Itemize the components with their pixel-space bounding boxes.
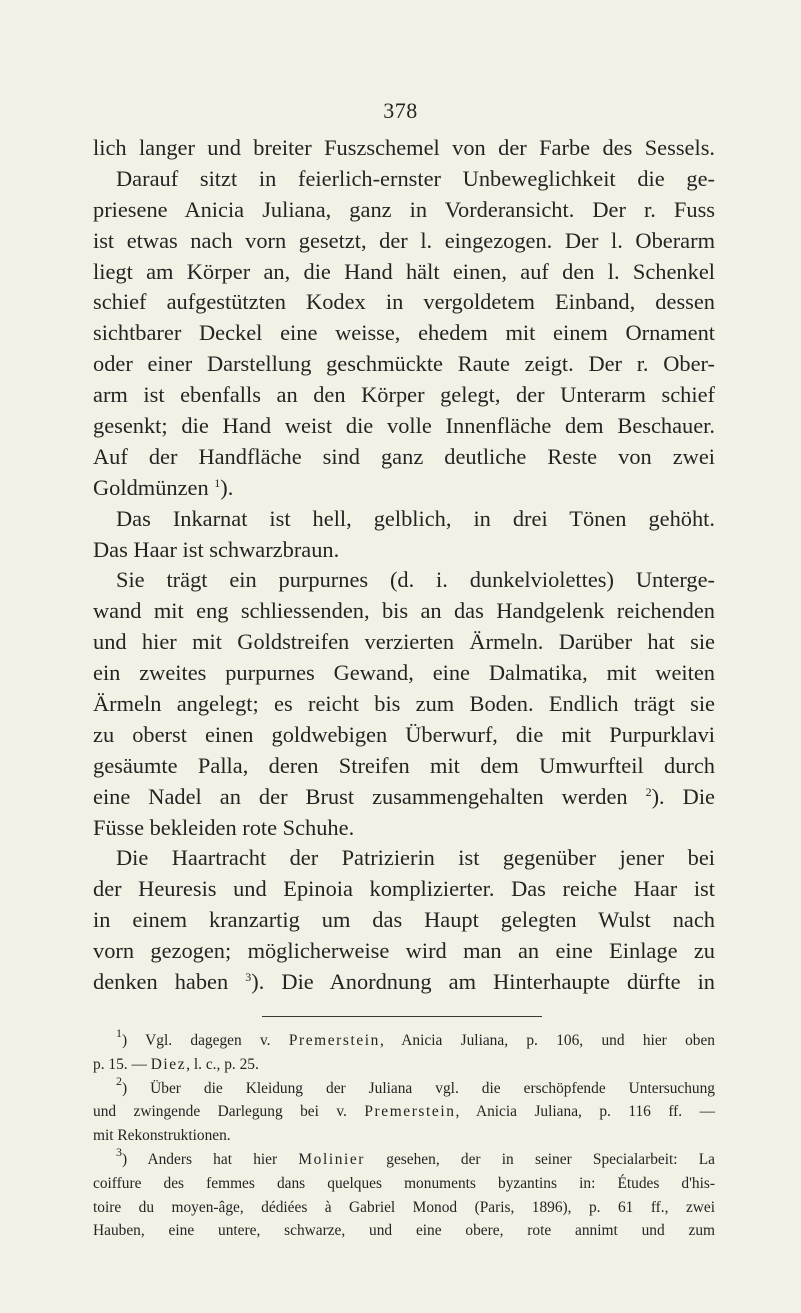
- footnote-marker: 3: [116, 1144, 122, 1159]
- footnote-ref: 3: [245, 970, 252, 985]
- text-line: und hier mit Goldstreifen verzierten Ärmeln. Darüber hat sie: [93, 629, 715, 655]
- footnote-marker: 1: [116, 1026, 122, 1040]
- author-name: Diez: [150, 1055, 187, 1073]
- footnote-ref: 1: [214, 475, 221, 490]
- body-text: [93, 133, 715, 998]
- footnote-divider: [262, 1016, 542, 1017]
- footnote-line: $^1$) Vgl. dagegen v. Premerstein, Anicia Juliana, p. 106, und hier oben: [116, 1026, 715, 1049]
- footnote-marker: 2: [116, 1073, 122, 1088]
- text-line: sichtbarer Deckel eine weisse, ehedem mit einem Ornament: [93, 320, 715, 346]
- text-line: denken haben $^3$). Die Anordnung am Hinterhaupte dürfte in: [93, 969, 715, 995]
- text-line: ein zweites purpurnes Gewand, eine Dalmatika, mit weiten: [93, 660, 715, 686]
- footnote-line: $^3$) Anders hat hier Molinier gesehen, der in seiner Specialarbeit: La: [116, 1144, 715, 1168]
- footnote-line: und zwingende Darlegung bei v. Premerstein, Anicia Juliana, p. 116 ff. —: [93, 1103, 715, 1121]
- footnote-line: $^2$) Über die Kleidung der Juliana vgl. die erschöpfende Untersuchung: [116, 1073, 715, 1097]
- text-line: Darauf sitzt in feierlich-ernster Unbeweglichkeit die ge-: [116, 165, 715, 191]
- text-line: ist etwas nach vorn gesetzt, der l. eingezogen. Der l. Oberarm: [93, 227, 715, 253]
- text-line: oder einer Darstellung geschmückte Raute zeigt. Der r. Ober-: [93, 351, 715, 377]
- text-line: eine Nadel an der Brust zusammengehalten werden $^2$). Die: [93, 783, 715, 809]
- text-line: zu oberst einen goldwebigen Überwurf, die mit Purpurklavi: [93, 721, 715, 747]
- page-number: 378: [383, 98, 418, 123]
- text-line: Das Inkarnat ist hell, gelblich, in drei Tönen gehöht.: [116, 505, 715, 531]
- text-line: arm ist ebenfalls an den Körper gelegt, der Unterarm schief: [93, 382, 715, 408]
- footnote-ref: 2: [645, 784, 652, 799]
- text-line: der Heuresis und Epinoia komplizierter. Das reiche Haar ist: [93, 876, 715, 902]
- text-line: Das Haar ist schwarzbraun.: [93, 536, 340, 562]
- text-line: gesenkt; die Hand weist die volle Innenfläche dem Beschauer.: [93, 413, 715, 439]
- footnote-line: Hauben, eine untere, schwarze, und eine obere, rote annimt und zum: [93, 1222, 715, 1240]
- text-line: Ärmeln angelegt; es reicht bis zum Boden. Endlich trägt sie: [93, 691, 715, 717]
- text-line: liegt am Körper an, die Hand hält einen, auf den l. Schenkel: [93, 258, 715, 284]
- text-line: wand mit eng schliessenden, bis an das Handgelenk reichenden: [93, 598, 715, 624]
- text-line: in einem kranzartig um das Haupt gelegten Wulst nach: [93, 907, 715, 933]
- footnote-line: p. 15. — Diez, l. c., p. 25.: [93, 1055, 259, 1073]
- footnote-line: toire du moyen-âge, dédiées à Gabriel Monod (Paris, 1896), p. 61 ff., zwei: [93, 1198, 715, 1216]
- text-line: lich langer und breiter Fuszschemel von der Farbe des Sessels.: [93, 135, 715, 160]
- footnotes: [93, 1026, 715, 1243]
- author-name: Premerstein: [364, 1103, 456, 1121]
- text-line: gesäumte Palla, deren Streifen mit dem Umwurfteil durch: [93, 752, 715, 778]
- text-line: Die Haartracht der Patrizierin ist gegenüber jener bei: [116, 845, 715, 871]
- text-line: Sie trägt ein purpurnes (d. i. dunkelviolettes) Unterge-: [116, 567, 715, 593]
- text-line: vorn gezogen; möglicherweise wird man an eine Einlage zu: [93, 938, 715, 964]
- footnote-line: coiffure des femmes dans quelques monuments byzantins in: Études d'his-: [93, 1174, 715, 1192]
- text-line: schief aufgestützten Kodex in vergoldetem Einband, dessen: [93, 289, 715, 315]
- text-line: Goldmünzen $^1$).: [93, 474, 234, 500]
- text-line: Füsse bekleiden rote Schuhe.: [93, 814, 355, 840]
- footnote-line: mit Rekonstruktionen.: [93, 1127, 231, 1145]
- text-line: priesene Anicia Juliana, ganz in Vorderansicht. Der r. Fuss: [93, 196, 715, 222]
- author-name: Premerstein: [288, 1032, 380, 1049]
- text-line: Auf der Handfläche sind ganz deutliche Reste von zwei: [93, 443, 715, 469]
- author-name: Molinier: [298, 1150, 366, 1168]
